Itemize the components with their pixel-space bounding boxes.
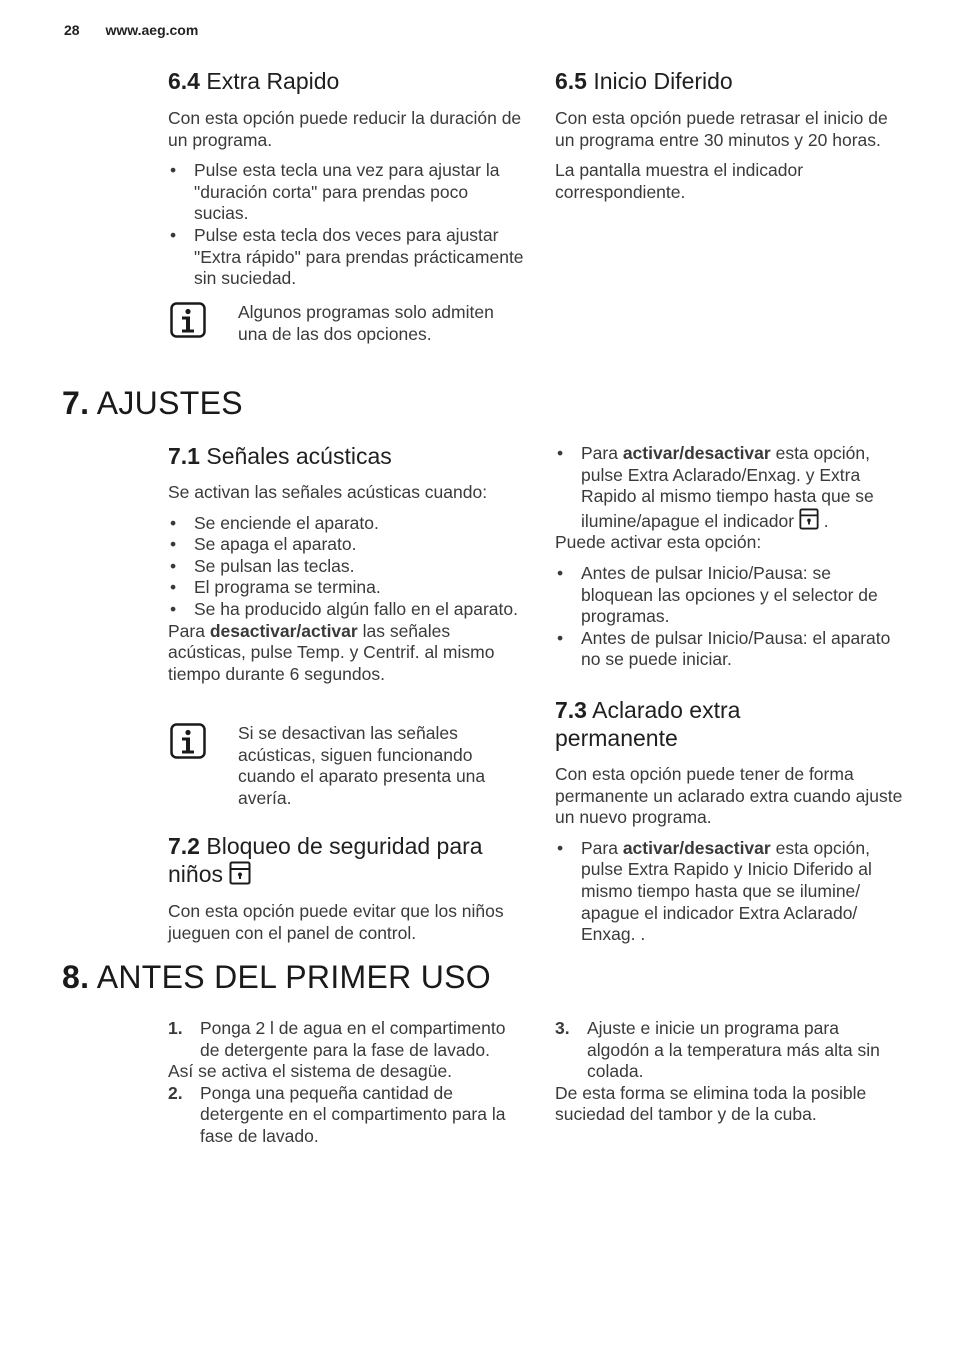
list-item: • Se ha producido algún fallo en el aparato. [168,599,524,621]
steps-list [555,1018,905,1083]
step-note: Así se activa el sistema de desagüe. [168,1061,453,1082]
chapter-8-heading: 8. ANTES DEL PRIMER USO [62,959,491,995]
step-item: 3. Ajuste e inicie un programa para algodón a la temperatura más alta sin colada. [555,1018,880,1082]
section-6-5-heading: 6.5 Inicio Diferido [555,68,733,94]
section-7-2-continued [555,443,905,671]
list-item: • Pulse esta tecla una vez para ajustar la "duración corta" para prendas poco sucias. [168,160,524,225]
section-8-left [168,1018,524,1148]
list-item: • Pulse esta tecla dos veces para ajustar "Extra rápido" para prendas prácticamente sin suciedad. [168,225,524,290]
list-item: • Para activar/desactivar esta opción, pulse Extra Aclarado/Enxag. y Extra Rapido al mismo tiempo hasta que se ilumine/apague el indicador . [555,443,905,532]
section-7-2-heading: 7.2 Bloqueo de seguridad para niños [168,833,483,887]
list-item: • Se enciende el aparato. [168,513,524,535]
child-lock-icon [229,861,251,885]
step-note: De esta forma se elimina toda la posible suciedad del tambor y de la cuba. [555,1082,867,1125]
list-item: • Antes de pulsar Inicio/Pausa: el aparato no se puede iniciar. [555,628,905,671]
child-lock-icon [799,508,819,530]
section-6-4-list [168,160,524,290]
section-7-3-heading: 7.3 Aclarado extra permanente [555,697,741,751]
section-6-4-heading: 6.4 Extra Rapido [168,68,340,94]
section-7-1-intro: Se activan las señales acústicas cuando: [168,482,488,502]
website-link[interactable]: www.aeg.com [105,22,199,38]
section-7-2-activation-list [555,443,905,532]
list-item: • Para activar/desactivar esta opción, pulse Extra Rapido y Inicio Diferido al mismo tiempo hasta que se ilumine/ apague el indicador Extra Aclarado/ Enxag. . [555,838,905,946]
list-item: • El programa se termina. [168,577,524,599]
section-7-1 [168,442,524,685]
section-7-2-paragraph: Puede activar esta opción: [555,532,762,553]
info-note-text: Algunos programas solo admiten una de las dos opciones. [238,302,494,344]
step-item: 1. Ponga 2 l de agua en el compartimento de detergente para la fase de lavado. [168,1018,506,1060]
section-7-2-paragraph: Con esta opción puede evitar que los niños jueguen con el panel de control. [168,901,504,943]
section-6-4 [168,67,524,290]
section-7-3-paragraph: Con esta opción puede tener de forma permanente un aclarado extra cuando ajuste un nuevo programa. [555,764,903,828]
list-item: • Se pulsan las teclas. [168,556,524,578]
section-7-3-list [555,838,905,946]
info-icon [170,723,206,759]
page-number: 28 [64,22,80,38]
chapter-7-heading: 7. AJUSTES [62,385,243,421]
section-6-4-intro: Con esta opción puede reducir la duración de un programa. [168,108,522,150]
section-7-2 [168,832,524,944]
list-item: • Antes de pulsar Inicio/Pausa: se bloquean las opciones y el selector de programas. [555,563,905,628]
page-header [64,22,198,38]
steps-list [168,1018,524,1061]
info-icon [170,302,206,338]
section-7-2-options-list [555,563,905,671]
section-7-1-heading: 7.1 Señales acústicas [168,443,392,469]
section-7-1-paragraph: Para desactivar/activar las señales acústicas, pulse Temp. y Centrif. al mismo tiempo durante 6 segundos. [168,620,495,684]
list-item: • Se apaga el aparato. [168,534,524,556]
step-item: 2. Ponga una pequeña cantidad de detergente en el compartimento para la fase de lavado. [168,1082,506,1146]
section-7-3 [555,696,905,946]
steps-list [168,1083,524,1148]
section-6-5-paragraph: Con esta opción puede retrasar el inicio de un programa entre 30 minutos y 20 horas. [555,108,888,150]
info-note-text: Si se desactivan las señales acústicas, siguen funcionando cuando el aparato presenta una avería. [238,723,486,808]
section-6-5 [555,67,905,203]
section-7-1-list [168,513,524,621]
section-8-right [555,1018,905,1126]
section-6-5-paragraph: La pantalla muestra el indicador correspondiente. [555,160,804,202]
